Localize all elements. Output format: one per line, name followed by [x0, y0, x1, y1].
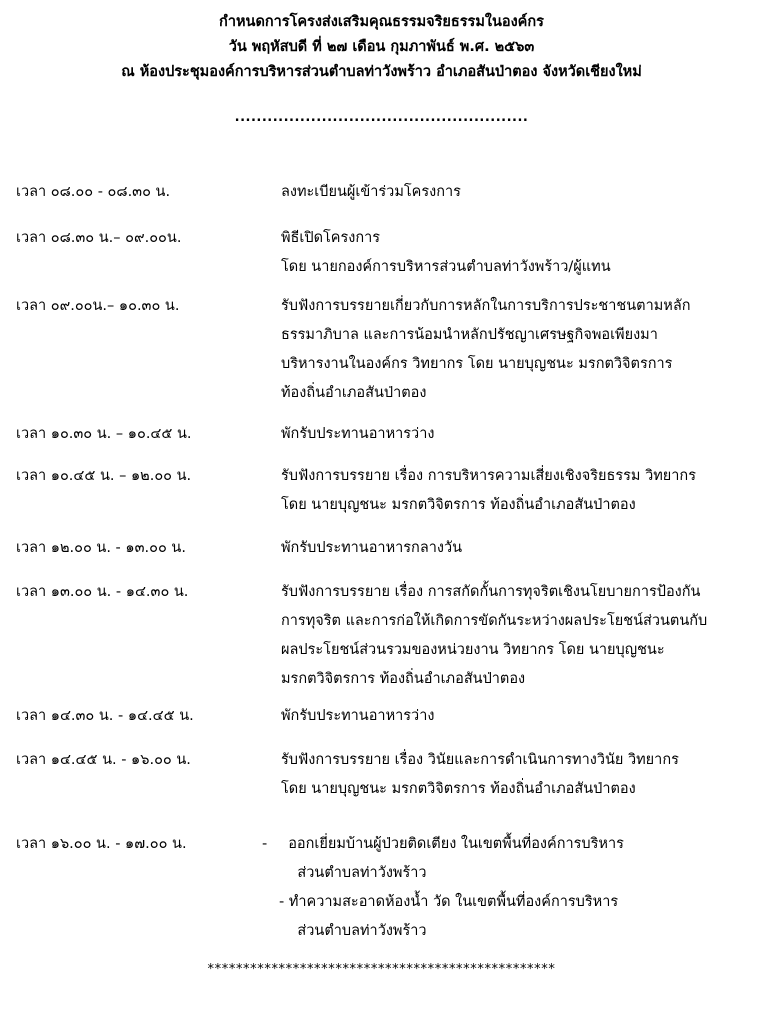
schedule-line: พักรับประทานอาหารว่าง: [281, 426, 435, 442]
schedule-line: บริหารงานในองค์กร วิทยากร โดย นายบุญชนะ มรกตวิจิตรการ: [281, 356, 673, 372]
schedule-time: เวลา ๐๙.๐๐น.– ๑๐.๓๐ น.: [16, 298, 180, 314]
schedule-description: [281, 462, 731, 520]
header-title: กำหนดการโครงส่งเสริมคุณธรรมจริยธรรมในองค์กร: [219, 14, 544, 30]
schedule-description: [281, 292, 731, 408]
schedule-line: ท้องถิ่นอำเภอสันป่าตอง: [281, 385, 427, 401]
schedule-line: รับฟังการบรรยาย เรื่อง การสกัดกั้นการทุจริตเชิงนโยบายการป้องกัน: [281, 584, 701, 600]
schedule-line: รับฟังการบรรยาย เรื่อง วินัยและการดำเนินการทางวินัย วิทยากร: [281, 752, 679, 768]
schedule-line: การทุจริต และการก่อให้เกิดการขัดกันระหว่างผลประโยชน์ส่วนตนกับ: [281, 613, 708, 629]
schedule-time: เวลา ๑๒.๐๐ น. - ๑๓.๐๐ น.: [16, 540, 186, 556]
schedule-line: ลงทะเบียนผู้เข้าร่วมโครงการ: [281, 184, 461, 200]
schedule-description: [281, 578, 731, 694]
schedule-time: เวลา ๑๔.๓๐ น. - ๑๔.๔๕ น.: [16, 708, 194, 724]
schedule-time: เวลา ๐๘.๓๐ น.– ๐๙.๐๐น.: [16, 230, 182, 246]
schedule-line: ออกเยี่ยมบ้านผู้ป่วยติดเตียง ในเขตพื้นที่องค์การบริหาร: [279, 836, 624, 852]
schedule-line: โดย นายบุญชนะ มรกตวิจิตรการ ท้องถิ่นอำเภอสันป่าตอง: [281, 497, 636, 513]
schedule-line: ส่วนตำบลท่าวังพร้าว: [279, 865, 427, 881]
footer-separator: *************************************************: [207, 962, 556, 977]
schedule-time: เวลา ๑๔.๔๕ น. - ๑๖.๐๐ น.: [16, 752, 191, 768]
header-venue: ณ ห้องประชุมองค์การบริหารส่วนตำบลท่าวังพร้าว อำเภอสันป่าตอง จังหวัดเชียงใหม่: [121, 64, 642, 80]
schedule-time: เวลา ๑๐.๓๐ น. – ๑๐.๔๕ น.: [16, 426, 192, 442]
schedule-time: เวลา ๑๓.๐๐ น. - ๑๔.๓๐ น.: [16, 584, 189, 600]
schedule-line: พักรับประทานอาหารกลางวัน: [281, 540, 463, 556]
schedule-line: พักรับประทานอาหารว่าง: [281, 708, 435, 724]
schedule-time: เวลา ๑๐.๔๕ น. – ๑๒.๐๐ น.: [16, 468, 192, 484]
schedule-description: [281, 534, 731, 563]
schedule-line: โดย นายบุญชนะ มรกตวิจิตรการ ท้องถิ่นอำเภอสันป่าตอง: [281, 781, 636, 797]
schedule-line: ธรรมาภิบาล และการน้อมนำหลักปรัชญาเศรษฐกิจพอเพียงมา: [281, 327, 658, 343]
schedule-description: [281, 420, 731, 449]
bullet-dash: -: [262, 836, 268, 852]
schedule-line: โดย นายกองค์การบริหารส่วนตำบลท่าวังพร้าว/ผู้แทน: [281, 259, 611, 275]
schedule-description: [281, 178, 731, 207]
schedule-description: [281, 746, 731, 804]
schedule-description: [281, 702, 731, 731]
header-date: วัน พฤหัสบดี ที่ ๒๗ เดือน กุมภาพันธ์ พ.ศ. ๒๕๖๓: [228, 39, 535, 55]
schedule-description: [279, 830, 729, 946]
schedule-line: รับฟังการบรรยายเกี่ยวกับการหลักในการบริการประชาชนตามหลัก: [281, 298, 691, 314]
schedule-line: มรกตวิจิตรการ ท้องถิ่นอำเภอสันป่าตอง: [281, 671, 526, 687]
schedule-time: เวลา ๑๖.๐๐ น. - ๑๗.๐๐ น.: [16, 836, 187, 852]
schedule-line: พิธีเปิดโครงการ: [281, 230, 381, 246]
schedule-description: [281, 224, 731, 282]
document-header: [0, 10, 763, 85]
schedule-time: เวลา ๐๘.๐๐ - ๐๘.๓๐ น.: [16, 184, 171, 200]
schedule-line: รับฟังการบรรยาย เรื่อง การบริหารความเสี่ยงเชิงจริยธรรม วิทยากร: [281, 468, 696, 484]
header-separator: ......................................................: [234, 110, 529, 125]
schedule-line: - ทำความสะอาดห้องน้ำ วัด ในเขตพื้นที่องค์การบริหาร: [279, 894, 619, 910]
schedule-line: ผลประโยชน์ส่วนรวมของหน่วยงาน วิทยากร โดย นายบุญชนะ: [281, 642, 665, 658]
schedule-line: ส่วนตำบลท่าวังพร้าว: [279, 923, 427, 939]
